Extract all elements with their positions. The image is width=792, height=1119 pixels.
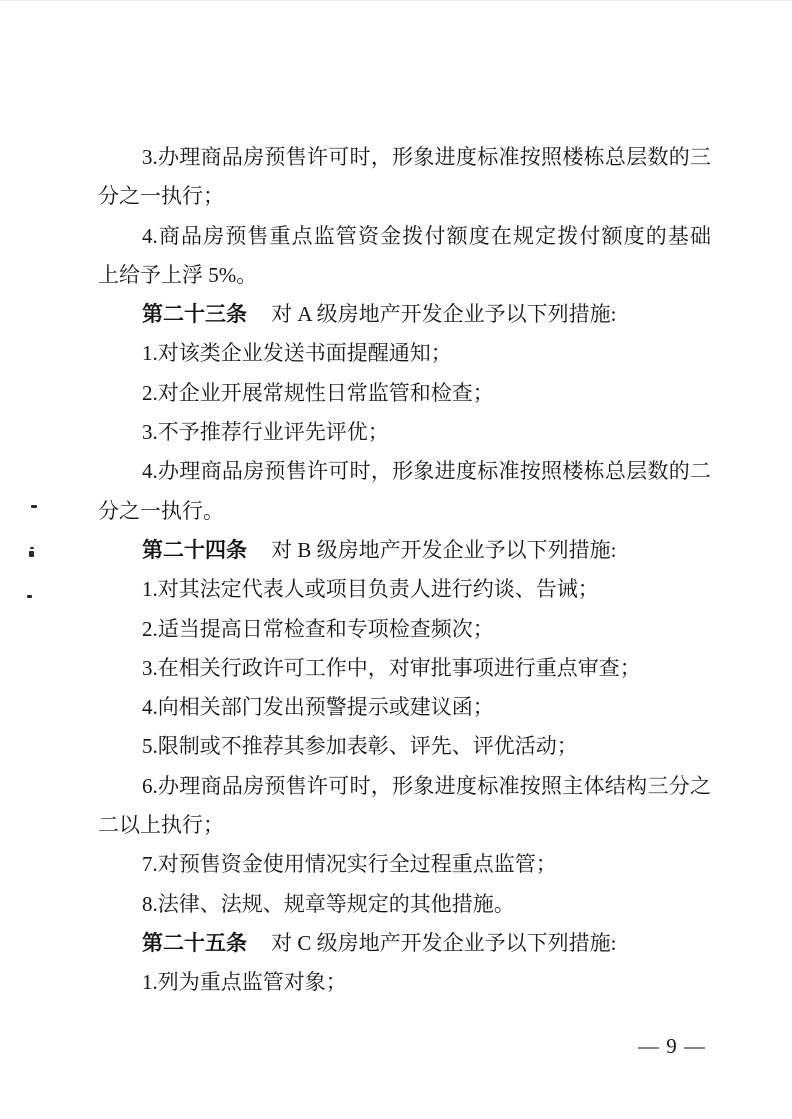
body-line: 上给予上浮 5%。 bbox=[98, 262, 258, 287]
body-line: 3.在相关行政许可工作中，对审批事项进行重点审查； bbox=[142, 655, 641, 680]
body-line: 7.对预售资金使用情况实行全过程重点监管； bbox=[142, 852, 557, 877]
article-title: 对 A 级房地产开发企业予以下列措施: bbox=[271, 302, 617, 327]
body-line: 4.向相关部门发出预警提示或建议函； bbox=[142, 695, 494, 720]
article-heading bbox=[98, 924, 711, 963]
scan-edge bbox=[0, 0, 792, 1]
body-line: 分之一执行； bbox=[98, 184, 224, 209]
body-line: 3.办理商品房预售许可时，形象进度标准按照楼栋总层数的三 bbox=[142, 145, 711, 169]
body-line: 4.办理商品房预售许可时，形象进度标准按照楼栋总层数的二 bbox=[142, 459, 711, 484]
article-heading bbox=[98, 295, 711, 334]
body-line: 1.对该类企业发送书面提醒通知； bbox=[142, 341, 452, 366]
ink-speck bbox=[29, 551, 34, 557]
body-line: 二以上执行； bbox=[98, 813, 224, 838]
body-line: 5.限制或不推荐其参加表彰、评先、评优活动； bbox=[142, 734, 578, 759]
page-number: — 9 — bbox=[638, 1034, 706, 1058]
text-block bbox=[98, 138, 711, 1003]
article-heading bbox=[98, 531, 711, 570]
ink-speck bbox=[31, 505, 37, 508]
article-number: 第二十四条 bbox=[142, 537, 247, 562]
body-line: 3.不予推荐行业评先评优； bbox=[142, 420, 389, 445]
body-line: 分之一执行。 bbox=[98, 498, 224, 523]
article-title: 对 B 级房地产开发企业予以下列措施: bbox=[271, 537, 617, 562]
ink-speck bbox=[27, 595, 32, 598]
article-number: 第二十五条 bbox=[142, 930, 247, 955]
body-line: 1.列为重点监管对象； bbox=[142, 970, 347, 995]
article-title: 对 C 级房地产开发企业予以下列措施: bbox=[271, 930, 617, 955]
ink-speck bbox=[30, 547, 34, 549]
body-line: 1.对其法定代表人或项目负责人进行约谈、告诫； bbox=[142, 577, 599, 602]
body-line: 2.适当提高日常检查和专项检查频次； bbox=[142, 616, 494, 641]
article-number: 第二十三条 bbox=[142, 302, 247, 327]
body-line: 8.法律、法规、规章等规定的其他措施。 bbox=[142, 891, 515, 916]
body-line: 6.办理商品房预售许可时，形象进度标准按照主体结构三分之 bbox=[142, 773, 711, 798]
body-line: 2.对企业开展常规性日常监管和检查； bbox=[142, 380, 494, 405]
body-line: 4.商品房预售重点监管资金拨付额度在规定拨付额度的基础 bbox=[142, 223, 711, 248]
